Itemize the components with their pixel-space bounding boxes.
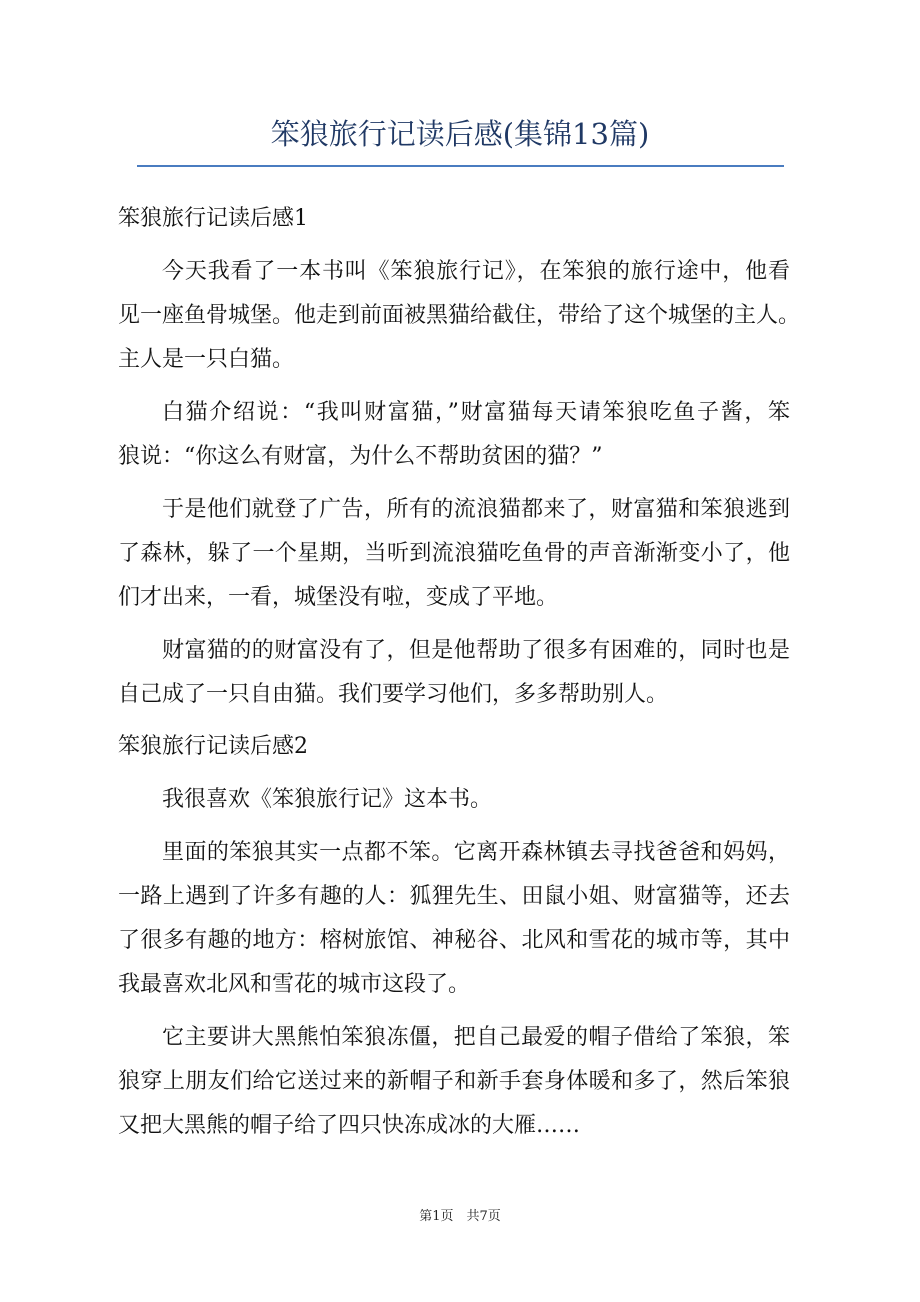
paragraph [118,629,790,717]
paragraph [118,1016,790,1148]
paragraph [118,831,790,1007]
document-title: 笨狼旅行记读后感(集锦13篇) [270,117,650,151]
paragraph-line: 白猫介绍说：“我叫财富猫，”财富猫每天请笨狼吃鱼子酱，笨 [162,400,790,425]
paragraph-line: 自己成了一只自由猫。我们要学习他们，多多帮助别人。 [118,682,669,707]
paragraph-line: 了森林，躲了一个星期，当听到流浪猫吃鱼骨的声音渐渐变小了，他 [118,541,790,566]
paragraph-line: 财富猫的的财富没有了，但是他帮助了很多有困难的，同时也是 [162,638,790,663]
paragraph [118,250,801,382]
paragraph-line: 狼穿上朋友们给它送过来的新帽子和新手套身体暖和多了，然后笨狼 [118,1069,790,1094]
paragraph-line: 又把大黑熊的帽子给了四只快冻成冰的大雁…… [118,1113,581,1138]
paragraph [118,778,790,822]
paragraph-line: 今天我看了一本书叫《笨狼旅行记》，在笨狼的旅行途中，他看 [162,259,790,284]
document-body [118,197,801,1148]
paragraph-line: 一路上遇到了许多有趣的人：狐狸先生、田鼠小姐、财富猫等，还去 [118,884,790,909]
paragraph-line: 了很多有趣的地方：榕树旅馆、神秘谷、北风和雪花的城市等，其中 [118,928,790,953]
paragraph-line: 我最喜欢北风和雪花的城市这段了。 [118,972,471,997]
paragraph-line: 我很喜欢《笨狼旅行记》这本书。 [162,787,493,812]
paragraph [118,391,790,479]
paragraph-line: 它主要讲大黑熊怕笨狼冻僵，把自己最爱的帽子借给了笨狼，笨 [162,1025,790,1050]
title-divider [137,165,784,167]
paragraph-line: 于是他们就登了广告，所有的流浪猫都来了，财富猫和笨狼逃到 [162,497,790,522]
paragraph-line: 里面的笨狼其实一点都不笨。它离开森林镇去寻找爸爸和妈妈， [162,840,790,865]
section-heading: 笨狼旅行记读后感1 [118,206,308,231]
paragraph-line: 主人是一只白猫。 [118,347,295,372]
paragraph-line: 见一座鱼骨城堡。他走到前面被黑猫给截住，带给了这个城堡的主人。 [118,303,801,328]
section-heading: 笨狼旅行记读后感2 [118,734,308,759]
paragraph [118,488,790,620]
paragraph-line: 狼说：“你这么有财富，为什么不帮助贫困的猫？” [118,444,603,469]
paragraph-line: 们才出来，一看，城堡没有啦，变成了平地。 [118,585,559,610]
page-footer: 第1页 共7页 [419,1209,501,1224]
